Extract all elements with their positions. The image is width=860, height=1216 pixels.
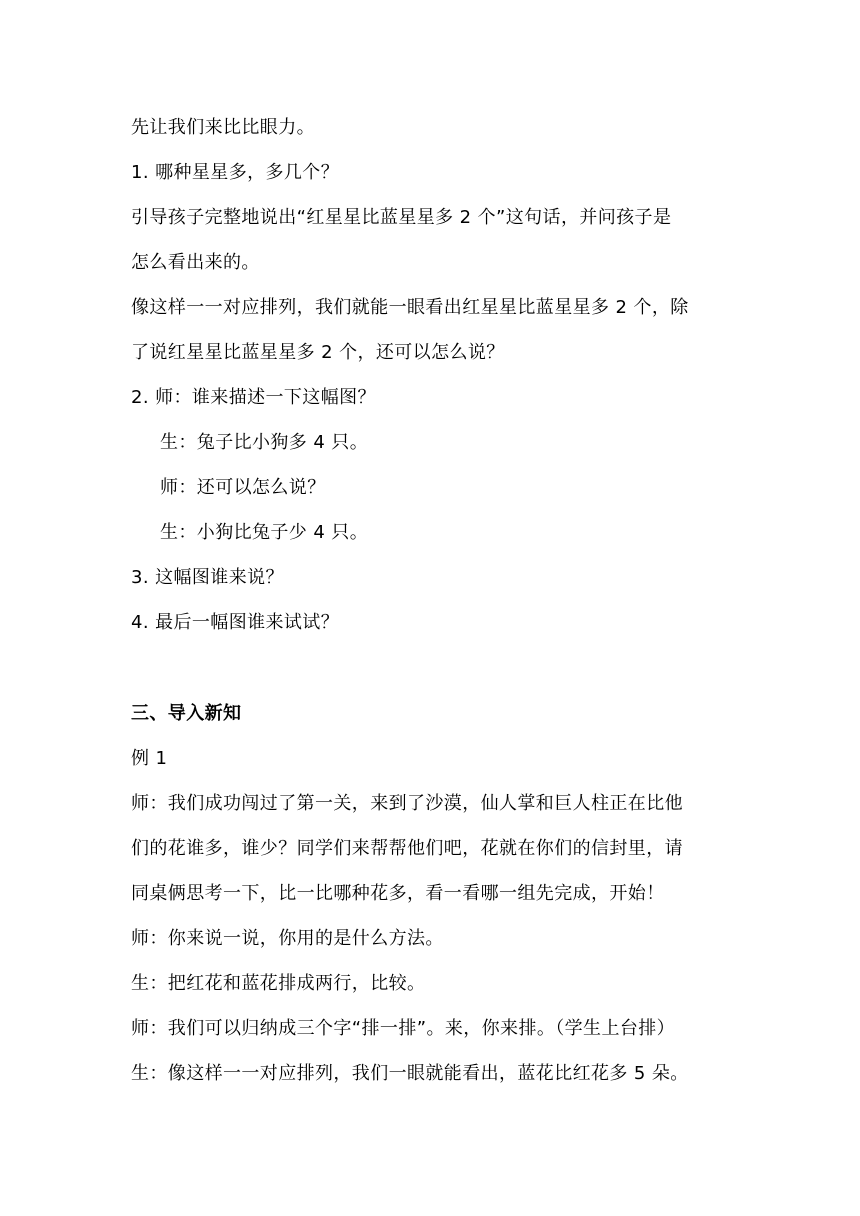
section-paragraph-4: 师：你来说一说，你用的是什么方法。 (131, 928, 444, 949)
section-paragraph-5: 生：把红花和蓝花排成两行，比较。 (131, 973, 426, 994)
example-label: 例 1 (131, 748, 168, 769)
section-paragraph-3: 同桌俩思考一下，比一比哪种花多，看一看哪一组先完成，开始！ (131, 883, 665, 904)
question-3: 3. 这幅图谁来说？ (131, 567, 284, 588)
paragraph-guide-line-1: 引导孩子完整地说出“红星星比蓝星星多 2 个”这句话，并问孩子是 (131, 207, 672, 228)
question-2: 2. 师：谁来描述一下这幅图？ (131, 387, 376, 408)
question-1: 1. 哪种星星多，多几个？ (131, 162, 340, 183)
section-paragraph-6: 师：我们可以归纳成三个字“排一排”。来，你来排。（学生上台排） (131, 1018, 676, 1039)
dialogue-student-1: 生：兔子比小狗多 4 只。 (160, 432, 369, 453)
paragraph-arrange-line-1: 像这样一一对应排列，我们就能一眼看出红星星比蓝星星多 2 个，除 (131, 297, 689, 318)
paragraph-arrange-line-2: 了说红星星比蓝星星多 2 个，还可以怎么说？ (131, 342, 505, 363)
paragraph-intro: 先让我们来比比眼力。 (131, 117, 315, 138)
paragraph-guide-line-2: 怎么看出来的。 (131, 252, 260, 273)
section-paragraph-2: 们的花谁多，谁少？同学们来帮帮他们吧，花就在你们的信封里，请 (131, 838, 683, 859)
section-paragraph-7: 生：像这样一一对应排列，我们一眼就能看出，蓝花比红花多 5 朵。 (131, 1063, 689, 1084)
section-paragraph-1: 师：我们成功闯过了第一关，来到了沙漠，仙人掌和巨人柱正在比他 (131, 793, 683, 814)
section-heading: 三、导入新知 (131, 703, 242, 724)
question-4: 4. 最后一幅图谁来试试？ (131, 612, 340, 633)
dialogue-teacher-1: 师：还可以怎么说？ (160, 477, 326, 498)
dialogue-student-2: 生：小狗比兔子少 4 只。 (160, 522, 369, 543)
